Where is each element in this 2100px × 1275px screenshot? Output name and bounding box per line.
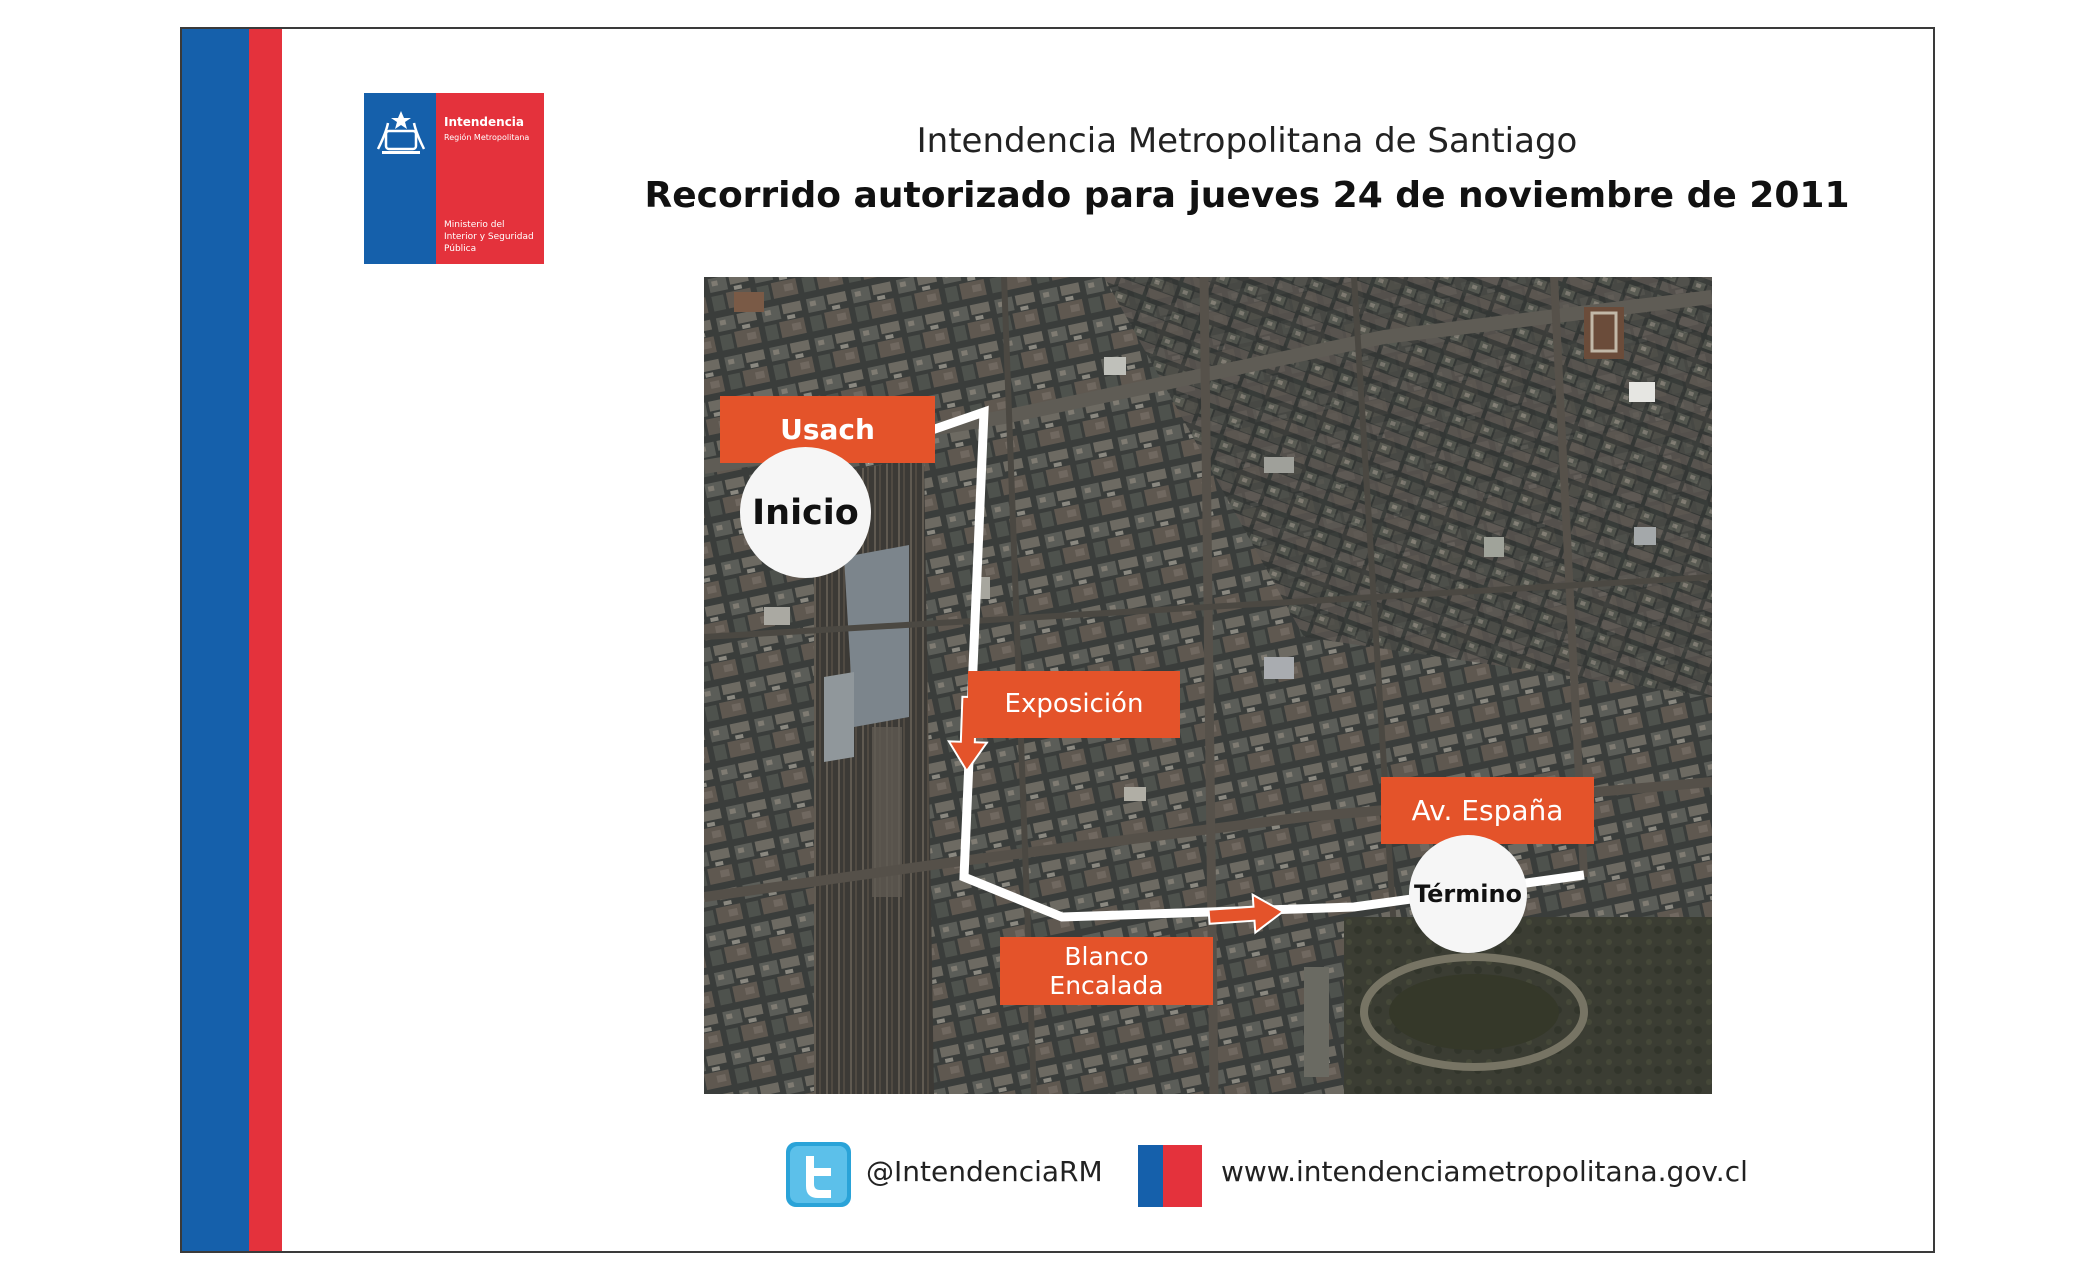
blanco-encalada-label xyxy=(1000,937,1213,1005)
red-stripe xyxy=(249,29,282,1251)
blue-stripe xyxy=(182,29,249,1251)
twitter-handle[interactable]: @IntendenciaRM xyxy=(866,1155,1103,1188)
logo-ministry: Ministerio del Interior y Seguridad Pública xyxy=(444,220,534,254)
website-link[interactable]: www.intendenciametropolitana.gov.cl xyxy=(1221,1155,1748,1188)
av-espana-label: Av. España xyxy=(1381,777,1594,844)
government-logo xyxy=(364,93,544,264)
exposicion-label: Exposición xyxy=(968,671,1180,738)
route-map xyxy=(704,277,1712,1094)
footer-government-logo xyxy=(1138,1145,1202,1207)
page-subtitle: Recorrido autorizado para jueves 24 de noviembre de 2011 xyxy=(644,175,1850,216)
page-frame xyxy=(180,27,1935,1253)
logo-subtitle: Región Metropolitana xyxy=(444,133,530,142)
usach-label: Usach xyxy=(720,396,935,463)
start-marker: Inicio xyxy=(740,447,871,578)
page-title: Intendencia Metropolitana de Santiago xyxy=(916,121,1578,161)
logo-title: Intendencia xyxy=(444,115,525,129)
coat-of-arms-icon xyxy=(372,105,430,157)
twitter-icon[interactable] xyxy=(786,1142,851,1207)
end-marker: Término xyxy=(1409,835,1527,953)
blanco-line-2: Encalada xyxy=(1049,971,1164,1000)
blanco-line-1: Blanco xyxy=(1064,942,1149,971)
